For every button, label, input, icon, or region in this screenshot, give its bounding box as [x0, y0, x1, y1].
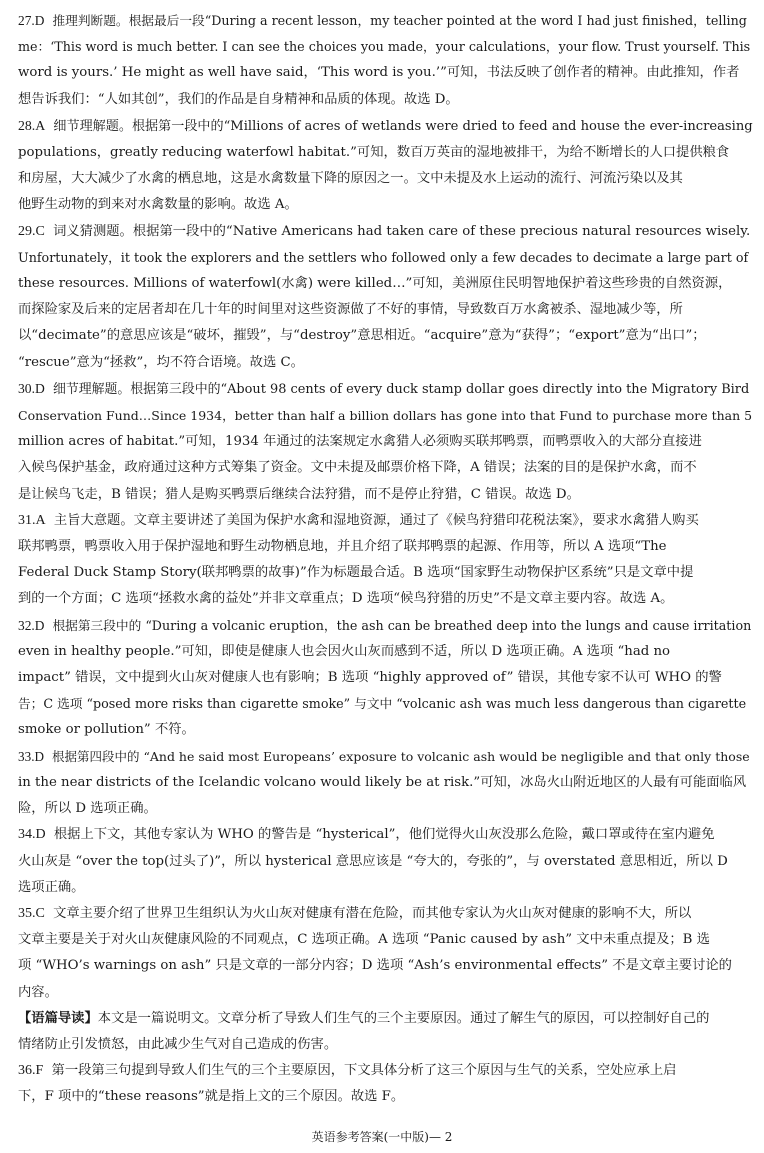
- guide-text: 情绪防止引发愤怒，由此减少生气对自己造成的伤害。: [18, 1036, 338, 1052]
- question-number: 29.: [18, 223, 36, 239]
- question-number: 36.: [18, 1063, 36, 1079]
- explanation-text: million acres of habitat.”可知，1934 年通过的法案规定水禽猎人必须购买联邦鸭票，而鸭票收入的大部分直接进: [18, 434, 702, 450]
- answer-letter: D: [34, 13, 45, 28]
- explanation-text: 火山灰是 “over the top(过头了)”，所以 hysterical 意思应该是 “夸大的，夸张的”，与 overstated 意思相近，所以 D: [18, 853, 728, 869]
- explanation-text: me：‘This word is much better. I can see the choices you made，your calculations，your flow. Trust yourself. This: [18, 39, 751, 55]
- answer-item-35: [18, 901, 754, 1006]
- explanation-text: 文章主要是关于对火山灰健康风险的不同观点，C 选项正确。A 选项 “Panic caused by ash” 文中未重点提及；B 选: [18, 932, 710, 948]
- explanation-text: populations，greatly reducing waterfowl habitat.”可知，数百万英亩的湿地被排干，为给不断增长的人口提供粮食: [18, 145, 730, 161]
- answer-letter: C: [35, 223, 45, 239]
- answer-letter: C: [35, 905, 45, 921]
- explanation-text: 第一段第三句提到导致人们生气的三个主要原因，下文具体分析了这三个原因与生气的关系，空处应承上启: [51, 1063, 677, 1079]
- answer-content: [18, 8, 754, 1111]
- explanation-text: 细节理解题。根据第一段中的“Millions of acres of wetlands were dried to feed and house the ever-increasing: [53, 118, 753, 134]
- explanation-text: 告；C 选项 “posed more risks than cigarette smoke” 与文中 “volcanic ash was much less dangerous than cigarette: [18, 696, 747, 712]
- answer-letter: A: [35, 117, 46, 133]
- explanation-text: 根据上下文，其他专家认为 WHO 的警告是 “hysterical”，他们觉得火山灰没那么危险，戴口罩或待在室内避免: [53, 827, 715, 843]
- explanation-text: impact” 错误，文中提到火山灰对健康人也有影响；B 选项 “highly approved of” 错误，其他专家不认可 WHO 的警: [18, 670, 722, 686]
- explanation-text: 根据第四段中的 “And he said most Europeans’ exposure to volcanic ash would be negligible and that only those: [52, 748, 750, 764]
- explanation-text: 下，F 项中的“these reasons”就是指上文的三个原因。故选 F。: [18, 1089, 405, 1105]
- explanation-text: 内容。: [18, 984, 58, 1000]
- answer-letter: D: [35, 827, 46, 843]
- explanation-text: 细节理解题。根据第三段中的“About 98 cents of every duck stamp dollar goes directly into the Migratory Bird: [52, 381, 750, 397]
- answer-item-29: [18, 219, 754, 376]
- explanation-text: 选项正确。: [18, 879, 85, 895]
- answer-item-34: [18, 822, 754, 901]
- question-number: 35.: [18, 905, 36, 921]
- explanation-text: 而探险家及后来的定居者却在几十年的时间里对这些资源做了不好的事情，导致数百万水禽被杀、湿地减少等，所: [18, 302, 683, 318]
- passage-guide: [18, 1006, 754, 1058]
- explanation-text: 文章主要介绍了世界卫生组织认为火山灰对健康有潜在危险，而其他专家认为火山灰对健康的影响不大，所以: [53, 905, 692, 921]
- answer-letter: D: [34, 617, 45, 633]
- question-number: 27.: [18, 13, 35, 28]
- explanation-text: Unfortunately，it took the explorers and the settlers who followed only a few decades to decimate a large part of: [18, 249, 749, 265]
- explanation-text: 到的一个方面；C 选项“拯救水禽的益处”并非文章重点；D 选项“候鸟狩猎的历史”不是文章主要内容。故选 A。: [18, 591, 674, 607]
- answer-letter: D: [34, 748, 45, 764]
- answer-item-27: [18, 8, 754, 113]
- explanation-text: 根据第三段中的 “During a volcanic eruption，the ash can be breathed deep into the lungs and cause irritation: [52, 617, 752, 633]
- explanation-text: 想告诉我们：“人如其创”，我们的作品是自身精神和品质的体现。故选 D。: [18, 91, 459, 107]
- explanation-text: “rescue”意为“拯救”，均不符合语境。故选 C。: [18, 354, 304, 370]
- answer-letter: D: [35, 380, 45, 396]
- explanation-text: 项 “WHO’s warnings on ash” 只是文章的一部分内容；D 选项 “Ash’s environmental effects” 不是文章主要讨论的: [18, 958, 732, 974]
- explanation-text: 主旨大意题。文章主要讲述了美国为保护水禽和湿地资源，通过了《候鸟狩猎印花税法案》，要求水禽猎人购买: [53, 512, 699, 528]
- question-number: 28.: [18, 117, 36, 133]
- explanation-text: 以“decimate”的意思应该是“破坏，摧毁”，与“destroy”意思相近。“acquire”意为“获得”；“export”意为“出口”；: [18, 328, 706, 344]
- explanation-text: 是让候鸟飞走，B 错误；猎人是购买鸭票后继续合法狩猎，而不是停止狩猎，C 错误。故选 D。: [18, 486, 580, 502]
- question-number: 33.: [18, 748, 35, 764]
- explanation-text: 推理判断题。根据最后一段“During a recent lesson，my teacher pointed at the word I had just finished，telling: [52, 13, 747, 28]
- explanation-text: even in healthy people.”可知，即使是健康人也会因火山灰而感到不适，所以 D 选项正确。A 选项 “had no: [18, 643, 671, 659]
- question-number: 30.: [18, 380, 35, 396]
- explanation-text: Federal Duck Stamp Story(联邦鸭票的故事)”作为标题最合适。B 选项“国家野生动物保护区系统”只是文章中提: [18, 565, 694, 581]
- explanation-text: word is yours.’ He might as well have said，‘This word is you.’”可知，书法反映了创作者的精神。由此推知，作者: [18, 65, 740, 81]
- answer-item-30: [18, 376, 754, 508]
- answer-letter: F: [35, 1063, 44, 1079]
- answer-item-28: [18, 113, 754, 219]
- explanation-text: 联邦鸭票，鸭票收入用于保护湿地和野生动物栖息地，并且介绍了联邦鸭票的起源、作用等，所以 A 选项“The: [18, 539, 667, 555]
- explanation-text: 词义猜测题。根据第一段中的“Native Americans had taken care of these precious natural resources wisely.: [53, 223, 751, 239]
- page-footer: 英语参考答案(一中版)— 2: [311, 1130, 453, 1144]
- question-number: 31.: [18, 512, 36, 528]
- answer-item-32: [18, 613, 754, 744]
- explanation-text: 入候鸟保护基金，政府通过这种方式筹集了资金。文中未提及邮票价格下降，A 错误；法案的目的是保护水禽，而不: [18, 460, 697, 476]
- explanation-text: smoke or pollution” 不符。: [18, 722, 195, 738]
- answer-letter: A: [35, 512, 46, 528]
- explanation-text: 和房屋，大大减少了水禽的栖息地，这是水禽数量下降的原因之一。文中未提及水上运动的流行、河流污染以及其: [18, 171, 683, 187]
- explanation-text: 险，所以 D 选项正确。: [18, 801, 157, 817]
- answer-item-31: [18, 508, 754, 613]
- question-number: 34.: [18, 827, 36, 843]
- answer-item-36: [18, 1058, 754, 1110]
- question-number: 32.: [18, 617, 35, 633]
- guide-text: 本文是一篇说明文。文章分析了导致人们生气的三个主要原因。通过了解生气的原因，可以控制好自己的: [97, 1010, 710, 1026]
- answer-item-33: [18, 744, 754, 823]
- guide-title: 【语篇导读】: [18, 1010, 98, 1026]
- explanation-text: 他野生动物的到来对水禽数量的影响。故选 A。: [18, 197, 298, 213]
- explanation-text: Conservation Fund…Since 1934，better than half a billion dollars has gone into that Fund to purchase more than 5: [18, 408, 753, 424]
- explanation-text: in the near districts of the Icelandic volcano would likely be at risk.”可知，冰岛火山附近地区的人最有可能面临风: [18, 774, 747, 790]
- explanation-text: these resources. Millions of waterfowl(水禽) were killed…”可知，美洲原住民明智地保护着这些珍贵的自然资源，: [18, 276, 732, 292]
